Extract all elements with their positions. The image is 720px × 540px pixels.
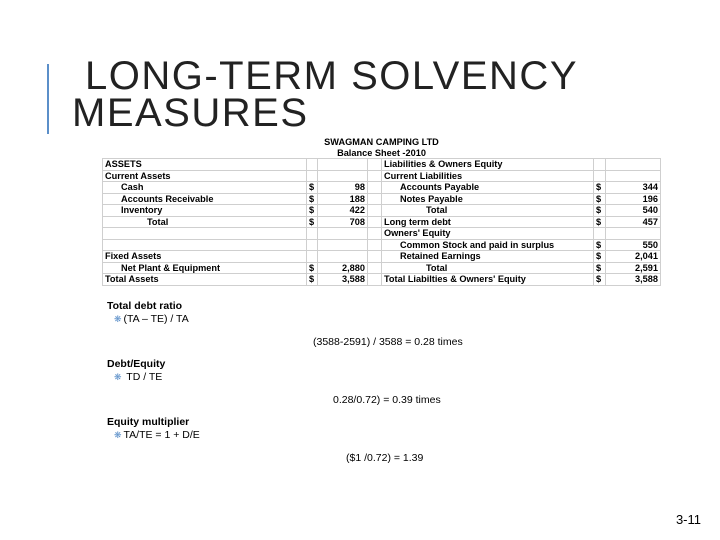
total-assets-value: 3,588 xyxy=(318,274,368,286)
cash-label: Cash xyxy=(103,182,307,194)
equity-multiplier-calc: ($1 /0.72) = 1.39 xyxy=(346,452,424,464)
ltd-label: Long term debt xyxy=(382,216,594,228)
ar-value: 188 xyxy=(318,193,368,205)
common-stock-value: 550 xyxy=(606,239,661,251)
ap-value: 344 xyxy=(606,182,661,194)
liabilities-header: Liabilities & Owners Equity xyxy=(382,159,594,171)
currency-sign: $ xyxy=(594,262,606,274)
np-value: 196 xyxy=(606,193,661,205)
title-line-1: LONG-TERM SOLVENCY xyxy=(85,54,578,98)
ppe-value: 2,880 xyxy=(318,262,368,274)
total-assets-label: Total Assets xyxy=(103,274,307,286)
total-le-label: Total Liabilties & Owners' Equity xyxy=(382,274,594,286)
ppe-label: Net Plant & Equipment xyxy=(103,262,307,274)
currency-sign: $ xyxy=(307,274,318,286)
total-debt-ratio-formula xyxy=(114,313,189,325)
currency-sign: $ xyxy=(307,262,318,274)
bullet-icon: ❋ xyxy=(114,372,122,382)
fixed-assets-label: Fixed Assets xyxy=(103,251,307,263)
table-row xyxy=(103,216,661,228)
formula-text: TA/TE = 1 + D/E xyxy=(123,429,200,441)
currency-sign: $ xyxy=(594,205,606,217)
page-number: 3-11 xyxy=(675,512,701,527)
currency-sign: $ xyxy=(594,182,606,194)
total-oe-value: 2,591 xyxy=(606,262,661,274)
inventory-label: Inventory xyxy=(103,205,307,217)
total-cl-label: Total xyxy=(382,205,594,217)
debt-equity-formula xyxy=(114,371,162,383)
table-row xyxy=(103,262,661,274)
currency-sign: $ xyxy=(594,274,606,286)
retained-earnings-value: 2,041 xyxy=(606,251,661,263)
bullet-icon: ❋ xyxy=(114,314,122,324)
assets-header: ASSETS xyxy=(103,159,307,171)
table-row xyxy=(103,170,661,182)
debt-equity-calc: 0.28/0.72) = 0.39 times xyxy=(333,394,441,406)
table-row xyxy=(103,239,661,251)
company-name: SWAGMAN CAMPING LTD xyxy=(324,137,439,147)
currency-sign: $ xyxy=(594,216,606,228)
ar-label: Accounts Receivable xyxy=(103,193,307,205)
formula-text: TD / TE xyxy=(126,371,163,383)
current-liabilities-label: Current Liabilities xyxy=(382,170,594,182)
total-cl-value: 540 xyxy=(606,205,661,217)
total-ca-value: 708 xyxy=(318,216,368,228)
equity-multiplier-formula xyxy=(114,429,200,441)
retained-earnings-label: Retained Earnings xyxy=(382,251,594,263)
title-accent-bar xyxy=(47,64,49,134)
table-row xyxy=(103,159,661,171)
current-assets-label: Current Assets xyxy=(103,170,307,182)
ltd-value: 457 xyxy=(606,216,661,228)
debt-equity-label: Debt/Equity xyxy=(107,358,166,370)
table-row xyxy=(103,205,661,217)
total-oe-label: Total xyxy=(382,262,594,274)
total-debt-ratio-label: Total debt ratio xyxy=(107,300,183,312)
ap-label: Accounts Payable xyxy=(382,182,594,194)
sheet-subtitle: Balance Sheet -2010 xyxy=(337,147,426,158)
bullet-icon: ❋ xyxy=(114,430,122,440)
currency-sign: $ xyxy=(307,216,318,228)
currency-sign: $ xyxy=(307,193,318,205)
total-debt-ratio-calc: (3588-2591) / 3588 = 0.28 times xyxy=(313,336,463,348)
balance-sheet xyxy=(102,137,660,289)
table-row xyxy=(103,228,661,240)
inventory-value: 422 xyxy=(318,205,368,217)
owners-equity-label: Owners' Equity xyxy=(382,228,594,240)
title-line-2: MEASURES xyxy=(72,91,309,135)
table-row xyxy=(103,274,661,286)
common-stock-label: Common Stock and paid in surplus xyxy=(382,239,594,251)
formula-text: (TA – TE) / TA xyxy=(123,313,189,325)
currency-sign: $ xyxy=(594,193,606,205)
table-row xyxy=(103,193,661,205)
currency-sign: $ xyxy=(307,205,318,217)
currency-sign: $ xyxy=(307,182,318,194)
equity-multiplier-label: Equity multiplier xyxy=(107,416,190,428)
table-row xyxy=(103,251,661,263)
page-title xyxy=(72,54,578,135)
cash-value: 98 xyxy=(318,182,368,194)
np-label: Notes Payable xyxy=(382,193,594,205)
currency-sign: $ xyxy=(594,239,606,251)
currency-sign: $ xyxy=(594,251,606,263)
table-row xyxy=(103,182,661,194)
total-ca-label: Total xyxy=(103,216,307,228)
total-le-value: 3,588 xyxy=(606,274,661,286)
